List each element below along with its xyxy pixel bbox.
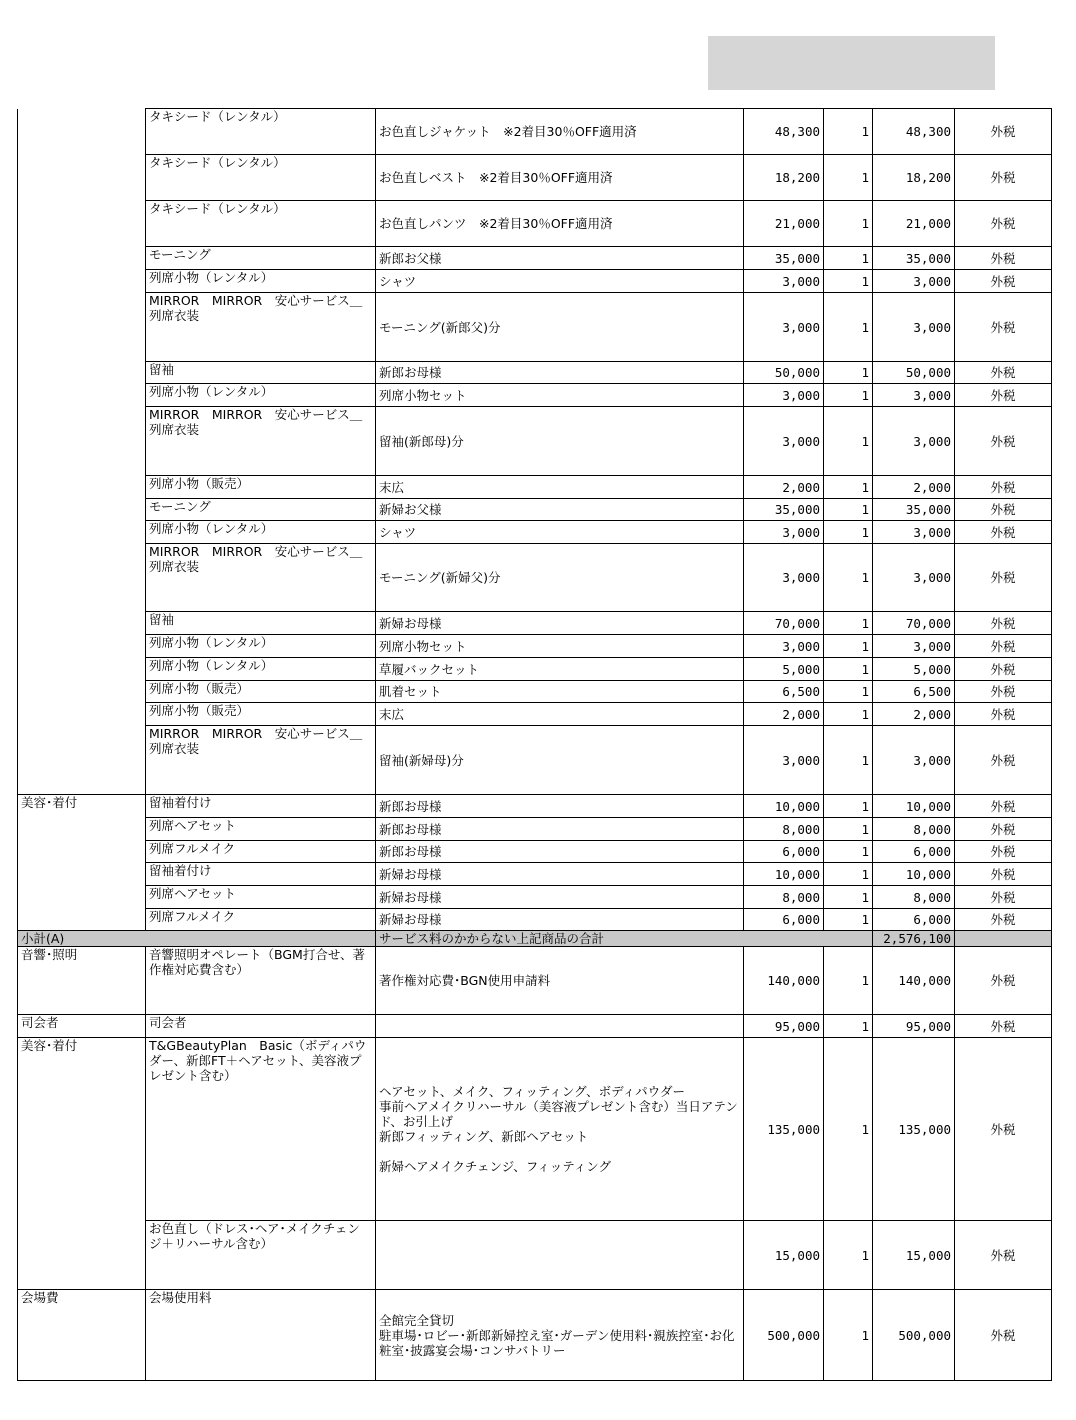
tax-type-cell: 外税 bbox=[955, 703, 1052, 726]
subtotal-tax-blank bbox=[955, 931, 1052, 947]
unit-price-cell: 8,000 bbox=[744, 818, 824, 841]
description-cell: 新婦お父様 bbox=[376, 499, 744, 521]
amount-cell: 21,000 bbox=[873, 201, 955, 247]
description-cell: 草履バックセット bbox=[376, 658, 744, 681]
item-name-cell: タキシード（レンタル） bbox=[146, 109, 376, 155]
table-row bbox=[18, 407, 1052, 476]
description-cell: シャツ bbox=[376, 521, 744, 544]
table-row bbox=[18, 703, 1052, 726]
quantity-cell: 1 bbox=[824, 703, 873, 726]
quantity-cell: 1 bbox=[824, 863, 873, 886]
quantity-cell: 1 bbox=[824, 201, 873, 247]
unit-price-cell: 140,000 bbox=[744, 947, 824, 1015]
description-cell: モーニング(新郎父)分 bbox=[376, 293, 744, 362]
quantity-cell: 1 bbox=[824, 362, 873, 384]
unit-price-cell: 10,000 bbox=[744, 863, 824, 886]
item-name-cell: 司会者 bbox=[146, 1015, 376, 1038]
unit-price-cell: 2,000 bbox=[744, 476, 824, 499]
table-row bbox=[18, 247, 1052, 270]
quantity-cell: 1 bbox=[824, 247, 873, 270]
item-name-cell: MIRROR MIRROR 安心サービス＿列席衣装 bbox=[146, 293, 376, 362]
tax-type-cell: 外税 bbox=[955, 795, 1052, 818]
description-cell: 列席小物セット bbox=[376, 384, 744, 407]
tax-type-cell: 外税 bbox=[955, 863, 1052, 886]
category-cell bbox=[18, 635, 146, 658]
amount-cell: 5,000 bbox=[873, 658, 955, 681]
category-cell bbox=[18, 612, 146, 635]
estimate-table bbox=[17, 108, 1052, 1381]
table-row bbox=[18, 270, 1052, 293]
description-cell bbox=[376, 1015, 744, 1038]
table-row bbox=[18, 612, 1052, 635]
description-cell: 肌着セット bbox=[376, 681, 744, 703]
category-cell bbox=[18, 726, 146, 795]
tax-type-cell: 外税 bbox=[955, 1038, 1052, 1221]
amount-cell: 18,200 bbox=[873, 155, 955, 201]
category-cell bbox=[18, 1221, 146, 1290]
category-cell bbox=[18, 201, 146, 247]
quantity-cell: 1 bbox=[824, 658, 873, 681]
table-row bbox=[18, 726, 1052, 795]
category-cell bbox=[18, 681, 146, 703]
amount-cell: 6,000 bbox=[873, 909, 955, 931]
table-row bbox=[18, 1290, 1052, 1381]
table-row bbox=[18, 155, 1052, 201]
table-row bbox=[18, 863, 1052, 886]
tax-type-cell: 外税 bbox=[955, 909, 1052, 931]
description-cell: 末広 bbox=[376, 476, 744, 499]
amount-cell: 70,000 bbox=[873, 612, 955, 635]
tax-type-cell: 外税 bbox=[955, 521, 1052, 544]
table-row bbox=[18, 1038, 1052, 1221]
unit-price-cell: 18,200 bbox=[744, 155, 824, 201]
header-gray-box bbox=[708, 36, 995, 90]
tax-type-cell: 外税 bbox=[955, 155, 1052, 201]
description-cell: 留袖(新婦母)分 bbox=[376, 726, 744, 795]
item-name-cell: 会場使用料 bbox=[146, 1290, 376, 1381]
estimate-table-body bbox=[18, 109, 1052, 1381]
item-name-cell: MIRROR MIRROR 安心サービス＿列席衣装 bbox=[146, 544, 376, 612]
category-cell: 司会者 bbox=[18, 1015, 146, 1038]
amount-cell: 500,000 bbox=[873, 1290, 955, 1381]
tax-type-cell: 外税 bbox=[955, 681, 1052, 703]
table-row bbox=[18, 1221, 1052, 1290]
category-cell bbox=[18, 863, 146, 886]
amount-cell: 6,500 bbox=[873, 681, 955, 703]
quantity-cell: 1 bbox=[824, 947, 873, 1015]
item-name-cell: 列席ヘアセット bbox=[146, 818, 376, 841]
description-cell: 新婦お母様 bbox=[376, 863, 744, 886]
item-name-cell: モーニング bbox=[146, 499, 376, 521]
tax-type-cell: 外税 bbox=[955, 384, 1052, 407]
description-cell: 新婦お母様 bbox=[376, 612, 744, 635]
description-cell: 新婦お母様 bbox=[376, 886, 744, 909]
amount-cell: 95,000 bbox=[873, 1015, 955, 1038]
table-row bbox=[18, 635, 1052, 658]
item-name-cell: 列席小物（レンタル） bbox=[146, 270, 376, 293]
amount-cell: 10,000 bbox=[873, 863, 955, 886]
category-cell bbox=[18, 109, 146, 155]
amount-cell: 3,000 bbox=[873, 293, 955, 362]
item-name-cell: 留袖着付け bbox=[146, 795, 376, 818]
amount-cell: 2,000 bbox=[873, 476, 955, 499]
category-cell bbox=[18, 658, 146, 681]
quantity-cell: 1 bbox=[824, 841, 873, 863]
unit-price-cell: 6,000 bbox=[744, 841, 824, 863]
tax-type-cell: 外税 bbox=[955, 612, 1052, 635]
subtotal-label: 小計(A) bbox=[18, 931, 376, 947]
description-cell: 新郎お母様 bbox=[376, 362, 744, 384]
tax-type-cell: 外税 bbox=[955, 499, 1052, 521]
tax-type-cell: 外税 bbox=[955, 270, 1052, 293]
description-cell: 留袖(新郎母)分 bbox=[376, 407, 744, 476]
item-name-cell: 留袖着付け bbox=[146, 863, 376, 886]
category-cell: 美容･着付 bbox=[18, 1038, 146, 1221]
category-cell bbox=[18, 499, 146, 521]
category-cell bbox=[18, 841, 146, 863]
table-row bbox=[18, 109, 1052, 155]
table-row bbox=[18, 947, 1052, 1015]
quantity-cell: 1 bbox=[824, 1038, 873, 1221]
unit-price-cell: 3,000 bbox=[744, 293, 824, 362]
quantity-cell: 1 bbox=[824, 293, 873, 362]
tax-type-cell: 外税 bbox=[955, 818, 1052, 841]
tax-type-cell: 外税 bbox=[955, 1290, 1052, 1381]
item-name-cell: 列席小物（販売） bbox=[146, 476, 376, 499]
description-cell: ヘアセット、メイク、フィッティング、ボディパウダー 事前ヘアメイクリハーサル（美容液プレゼント含む）当日アテンド、お引上げ 新郎フィッティング、新郎ヘアセット 新婦ヘアメイクチェンジ、フィッティング bbox=[376, 1038, 744, 1221]
table-row bbox=[18, 909, 1052, 931]
quantity-cell: 1 bbox=[824, 1221, 873, 1290]
item-name-cell: 列席小物（販売） bbox=[146, 681, 376, 703]
quantity-cell: 1 bbox=[824, 1015, 873, 1038]
quantity-cell: 1 bbox=[824, 681, 873, 703]
unit-price-cell: 3,000 bbox=[744, 270, 824, 293]
category-cell bbox=[18, 155, 146, 201]
description-cell: 新婦お母様 bbox=[376, 909, 744, 931]
unit-price-cell: 5,000 bbox=[744, 658, 824, 681]
unit-price-cell: 3,000 bbox=[744, 407, 824, 476]
tax-type-cell: 外税 bbox=[955, 886, 1052, 909]
item-name-cell: 列席小物（レンタル） bbox=[146, 635, 376, 658]
amount-cell: 10,000 bbox=[873, 795, 955, 818]
quantity-cell: 1 bbox=[824, 1290, 873, 1381]
unit-price-cell: 21,000 bbox=[744, 201, 824, 247]
tax-type-cell: 外税 bbox=[955, 247, 1052, 270]
unit-price-cell: 48,300 bbox=[744, 109, 824, 155]
table-row bbox=[18, 658, 1052, 681]
tax-type-cell: 外税 bbox=[955, 726, 1052, 795]
description-cell: モーニング(新婦父)分 bbox=[376, 544, 744, 612]
table-row bbox=[18, 293, 1052, 362]
unit-price-cell: 3,000 bbox=[744, 726, 824, 795]
quantity-cell: 1 bbox=[824, 544, 873, 612]
table-row bbox=[18, 499, 1052, 521]
category-cell bbox=[18, 521, 146, 544]
description-cell: 新郎お母様 bbox=[376, 841, 744, 863]
item-name-cell: 留袖 bbox=[146, 612, 376, 635]
tax-type-cell: 外税 bbox=[955, 1015, 1052, 1038]
item-name-cell: お色直し（ドレス･ヘア･メイクチェンジ＋リハーサル含む） bbox=[146, 1221, 376, 1290]
category-cell: 会場費 bbox=[18, 1290, 146, 1381]
category-cell bbox=[18, 818, 146, 841]
tax-type-cell: 外税 bbox=[955, 201, 1052, 247]
table-row bbox=[18, 384, 1052, 407]
quantity-cell: 1 bbox=[824, 270, 873, 293]
tax-type-cell: 外税 bbox=[955, 841, 1052, 863]
unit-price-cell: 3,000 bbox=[744, 384, 824, 407]
table-row bbox=[18, 476, 1052, 499]
item-name-cell: 列席小物（販売） bbox=[146, 703, 376, 726]
category-cell bbox=[18, 270, 146, 293]
description-cell: お色直しパンツ ※2着目30％OFF適用済 bbox=[376, 201, 744, 247]
quantity-cell: 1 bbox=[824, 795, 873, 818]
tax-type-cell: 外税 bbox=[955, 362, 1052, 384]
category-cell bbox=[18, 293, 146, 362]
quantity-cell: 1 bbox=[824, 818, 873, 841]
item-name-cell: モーニング bbox=[146, 247, 376, 270]
table-row bbox=[18, 362, 1052, 384]
description-cell: 末広 bbox=[376, 703, 744, 726]
tax-type-cell: 外税 bbox=[955, 544, 1052, 612]
unit-price-cell: 500,000 bbox=[744, 1290, 824, 1381]
category-cell bbox=[18, 362, 146, 384]
item-name-cell: タキシード（レンタル） bbox=[146, 201, 376, 247]
subtotal-description: サービス料のかからない上記商品の合計 bbox=[376, 931, 873, 947]
table-row bbox=[18, 201, 1052, 247]
unit-price-cell: 6,000 bbox=[744, 909, 824, 931]
unit-price-cell: 3,000 bbox=[744, 635, 824, 658]
tax-type-cell: 外税 bbox=[955, 1221, 1052, 1290]
unit-price-cell: 35,000 bbox=[744, 247, 824, 270]
category-cell bbox=[18, 247, 146, 270]
item-name-cell: 列席小物（レンタル） bbox=[146, 384, 376, 407]
amount-cell: 3,000 bbox=[873, 544, 955, 612]
unit-price-cell: 10,000 bbox=[744, 795, 824, 818]
amount-cell: 8,000 bbox=[873, 886, 955, 909]
tax-type-cell: 外税 bbox=[955, 476, 1052, 499]
amount-cell: 3,000 bbox=[873, 521, 955, 544]
quantity-cell: 1 bbox=[824, 521, 873, 544]
quantity-cell: 1 bbox=[824, 155, 873, 201]
amount-cell: 35,000 bbox=[873, 499, 955, 521]
unit-price-cell: 6,500 bbox=[744, 681, 824, 703]
table-row bbox=[18, 795, 1052, 818]
category-cell: 美容･着付 bbox=[18, 795, 146, 818]
tax-type-cell: 外税 bbox=[955, 293, 1052, 362]
category-cell bbox=[18, 909, 146, 931]
amount-cell: 35,000 bbox=[873, 247, 955, 270]
unit-price-cell: 3,000 bbox=[744, 521, 824, 544]
amount-cell: 2,000 bbox=[873, 703, 955, 726]
description-cell: 新郎お母様 bbox=[376, 818, 744, 841]
amount-cell: 3,000 bbox=[873, 635, 955, 658]
item-name-cell: MIRROR MIRROR 安心サービス＿列席衣装 bbox=[146, 407, 376, 476]
description-cell: シャツ bbox=[376, 270, 744, 293]
table-row bbox=[18, 818, 1052, 841]
unit-price-cell: 8,000 bbox=[744, 886, 824, 909]
category-cell bbox=[18, 407, 146, 476]
category-cell bbox=[18, 384, 146, 407]
tax-type-cell: 外税 bbox=[955, 109, 1052, 155]
amount-cell: 3,000 bbox=[873, 270, 955, 293]
subtotal-row bbox=[18, 931, 1052, 947]
table-row bbox=[18, 544, 1052, 612]
quantity-cell: 1 bbox=[824, 612, 873, 635]
table-row bbox=[18, 1015, 1052, 1038]
item-name-cell: 列席小物（レンタル） bbox=[146, 658, 376, 681]
tax-type-cell: 外税 bbox=[955, 635, 1052, 658]
quantity-cell: 1 bbox=[824, 886, 873, 909]
description-cell: 著作権対応費･BGN使用申請料 bbox=[376, 947, 744, 1015]
item-name-cell: 列席フルメイク bbox=[146, 841, 376, 863]
quantity-cell: 1 bbox=[824, 476, 873, 499]
amount-cell: 135,000 bbox=[873, 1038, 955, 1221]
description-cell: 新郎お父様 bbox=[376, 247, 744, 270]
amount-cell: 6,000 bbox=[873, 841, 955, 863]
amount-cell: 48,300 bbox=[873, 109, 955, 155]
table-row bbox=[18, 681, 1052, 703]
unit-price-cell: 70,000 bbox=[744, 612, 824, 635]
item-name-cell: 留袖 bbox=[146, 362, 376, 384]
unit-price-cell: 15,000 bbox=[744, 1221, 824, 1290]
category-cell bbox=[18, 544, 146, 612]
unit-price-cell: 135,000 bbox=[744, 1038, 824, 1221]
subtotal-amount: 2,576,100 bbox=[873, 931, 955, 947]
unit-price-cell: 3,000 bbox=[744, 544, 824, 612]
quantity-cell: 1 bbox=[824, 635, 873, 658]
item-name-cell: 列席小物（レンタル） bbox=[146, 521, 376, 544]
description-cell: 新郎お母様 bbox=[376, 795, 744, 818]
item-name-cell: 列席ヘアセット bbox=[146, 886, 376, 909]
quantity-cell: 1 bbox=[824, 384, 873, 407]
table-row bbox=[18, 841, 1052, 863]
tax-type-cell: 外税 bbox=[955, 658, 1052, 681]
category-cell: 音響･照明 bbox=[18, 947, 146, 1015]
table-row bbox=[18, 886, 1052, 909]
unit-price-cell: 95,000 bbox=[744, 1015, 824, 1038]
description-cell: 全館完全貸切 駐車場･ロビー･新郎新婦控え室･ガーデン使用料･親族控室･お化粧室･披露宴会場･コンサバトリー bbox=[376, 1290, 744, 1381]
unit-price-cell: 2,000 bbox=[744, 703, 824, 726]
category-cell bbox=[18, 703, 146, 726]
quantity-cell: 1 bbox=[824, 909, 873, 931]
item-name-cell: タキシード（レンタル） bbox=[146, 155, 376, 201]
item-name-cell: T&GBeautyPlan Basic（ボディパウダー、新郎FT＋ヘアセット、美容液プレゼント含む） bbox=[146, 1038, 376, 1221]
category-cell bbox=[18, 476, 146, 499]
description-cell bbox=[376, 1221, 744, 1290]
description-cell: 列席小物セット bbox=[376, 635, 744, 658]
category-cell bbox=[18, 886, 146, 909]
tax-type-cell: 外税 bbox=[955, 947, 1052, 1015]
description-cell: お色直しベスト ※2着目30％OFF適用済 bbox=[376, 155, 744, 201]
quantity-cell: 1 bbox=[824, 407, 873, 476]
quantity-cell: 1 bbox=[824, 726, 873, 795]
quantity-cell: 1 bbox=[824, 109, 873, 155]
unit-price-cell: 50,000 bbox=[744, 362, 824, 384]
amount-cell: 50,000 bbox=[873, 362, 955, 384]
table-row bbox=[18, 521, 1052, 544]
description-cell: お色直しジャケット ※2着目30％OFF適用済 bbox=[376, 109, 744, 155]
unit-price-cell: 35,000 bbox=[744, 499, 824, 521]
item-name-cell: 音響照明オペレート（BGM打合せ、著作権対応費含む） bbox=[146, 947, 376, 1015]
amount-cell: 3,000 bbox=[873, 726, 955, 795]
amount-cell: 15,000 bbox=[873, 1221, 955, 1290]
tax-type-cell: 外税 bbox=[955, 407, 1052, 476]
amount-cell: 3,000 bbox=[873, 384, 955, 407]
item-name-cell: MIRROR MIRROR 安心サービス＿列席衣装 bbox=[146, 726, 376, 795]
amount-cell: 3,000 bbox=[873, 407, 955, 476]
amount-cell: 140,000 bbox=[873, 947, 955, 1015]
item-name-cell: 列席フルメイク bbox=[146, 909, 376, 931]
amount-cell: 8,000 bbox=[873, 818, 955, 841]
quantity-cell: 1 bbox=[824, 499, 873, 521]
